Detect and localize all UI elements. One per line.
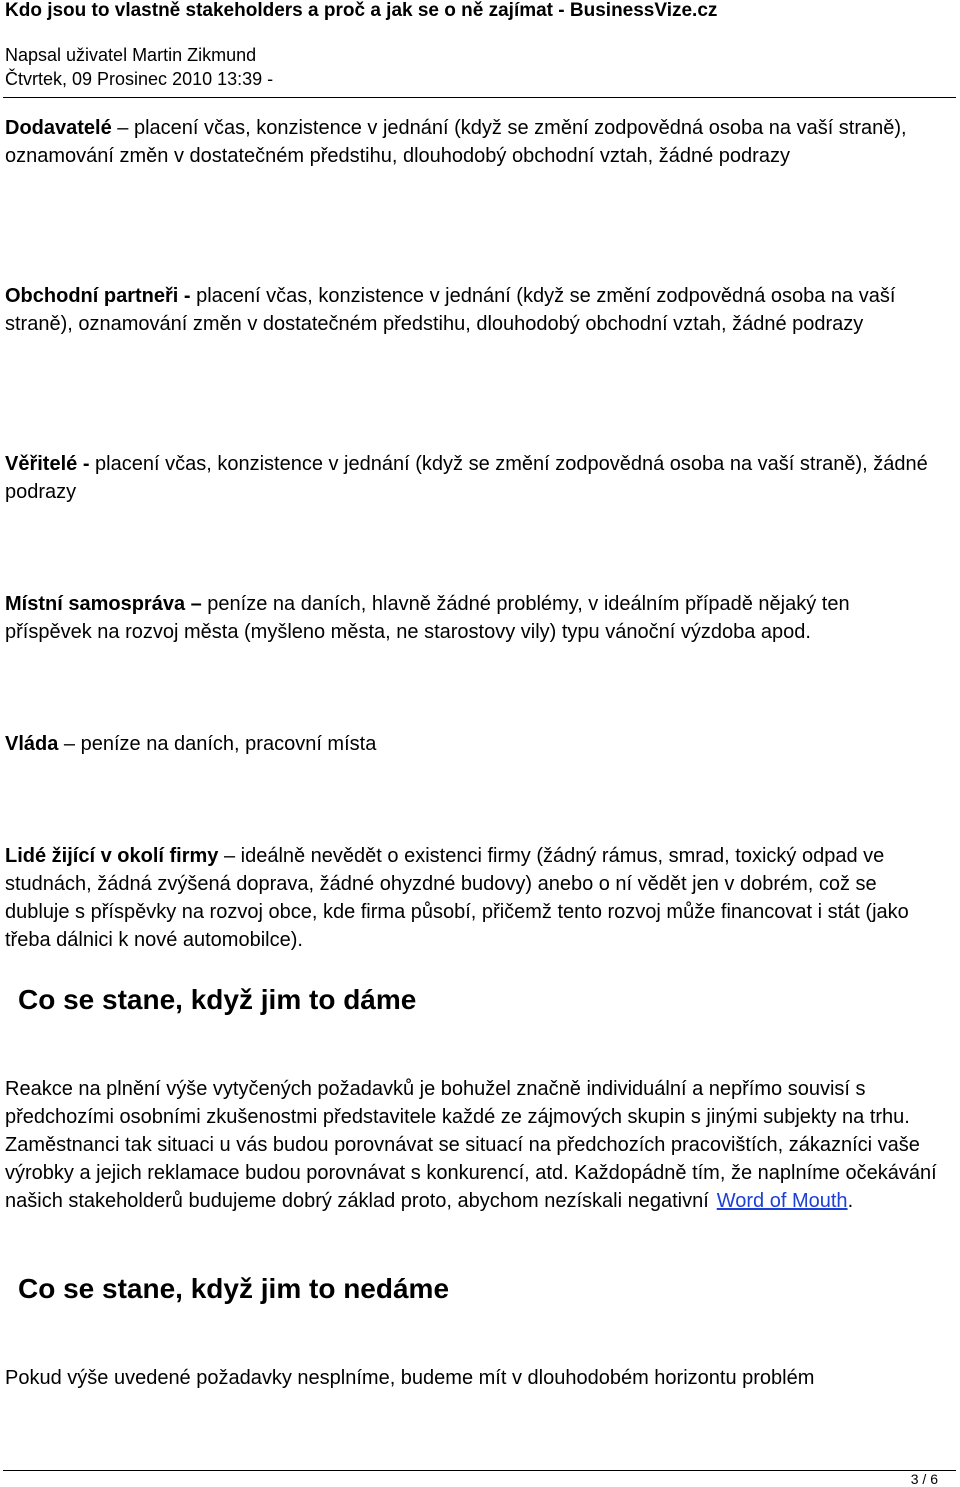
- section-body-fulfilled: [5, 1075, 940, 1215]
- page-title: Kdo jsou to vlastně stakeholders a proč a jak se o ně zajímat - BusinessVize.cz: [5, 0, 718, 21]
- section-heading-unfulfilled: Co se stane, když jim to nedáme: [18, 1273, 450, 1304]
- stakeholder-business-partners: [5, 282, 940, 338]
- stakeholder-local-government: [5, 590, 940, 646]
- stakeholder-label: Vláda: [5, 733, 59, 755]
- stakeholder-text: – peníze na daních, pracovní místa: [58, 733, 377, 755]
- date-line: Čtvrtek, 09 Prosinec 2010 13:39 -: [5, 69, 274, 89]
- footer-divider: [3, 1470, 956, 1471]
- header-divider: [3, 97, 956, 98]
- stakeholder-text: – ideálně nevědět o existenci firmy (žádný rámus, smrad, toxický odpad ve studnách, žádná zvýšená doprava, žádné ohyzdné budovy) anebo o ní vědět jen v dobrém, což se dubluje s příspěvky na rozvoj obce, kde firma působí, přičemž tento rozvoj může financovat i stát (jako třeba dálnici k nové automobilce).: [5, 845, 909, 951]
- stakeholder-text: placení včas, konzistence v jednání (když se změní zodpovědná osoba na vaší straně), žádné podrazy: [5, 453, 928, 503]
- stakeholder-creditors: [5, 450, 940, 506]
- section-body-end: .: [847, 1190, 854, 1212]
- section-body-text: Pokud výše uvedené požadavky nesplníme, budeme mít v dlouhodobém horizontu problém: [5, 1367, 815, 1389]
- word-of-mouth-link[interactable]: Word of Mouth: [716, 1190, 848, 1212]
- stakeholder-label: Místní samospráva –: [5, 593, 202, 615]
- stakeholder-label: Lidé žijící v okolí firmy: [5, 845, 219, 867]
- stakeholder-label: Dodavatelé: [5, 117, 112, 139]
- stakeholder-label: Obchodní partneři -: [5, 285, 191, 307]
- section-heading-fulfilled: Co se stane, když jim to dáme: [18, 984, 417, 1015]
- stakeholder-text: peníze na daních, hlavně žádné problémy, v ideálním případě nějaký ten příspěvek na rozvoj města (myšleno města, ne starostovy vily) typu vánoční výzdoba apod.: [5, 593, 850, 643]
- section-body-unfulfilled: [5, 1364, 940, 1392]
- stakeholder-government: [5, 730, 940, 758]
- stakeholder-label: Věřitelé -: [5, 453, 90, 475]
- author-line: Napsal uživatel Martin Zikmund: [5, 45, 257, 65]
- stakeholder-text: placení včas, konzistence v jednání (když se změní zodpovědná osoba na vaší straně), oznamování změn v dostatečném předstihu, dlouhodobý obchodní vztah, žádné podrazy: [5, 285, 896, 335]
- stakeholder-text: – placení včas, konzistence v jednání (když se změní zodpovědná osoba na vaší straně), oznamování změn v dostatečném předstihu, dlouhodobý obchodní vztah, žádné podrazy: [5, 117, 907, 167]
- stakeholder-neighbors: [5, 842, 940, 954]
- stakeholder-suppliers: [5, 114, 940, 170]
- section-body-text: Reakce na plnění výše vytyčených požadavků je bohužel značně individuální a nepřímo souvisí s předchozími osobními zkušenostmi představitele každé ze zájmových skupin s jinými subjekty na trhu. Zaměstnanci tak situaci u vás budou porovnávat se situací na předchozích pracovištích, zákazníci vaše výrobky a jejich reklamace budou porovnávat s konkurencí, atd. Každopádně tím, že naplníme očekávání našich stakeholderů budujeme dobrý základ proto, abychom nezískali negativní: [5, 1078, 937, 1212]
- page-number: 3 / 6: [910, 1471, 938, 1487]
